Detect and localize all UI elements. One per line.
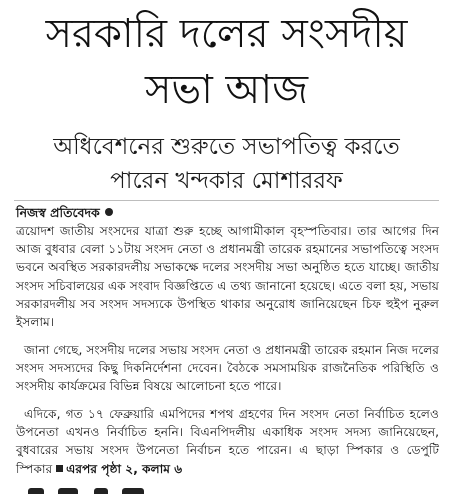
subheadline-line-1: অধিবেশনের শুরুতে সভাপতিত্ব করতে xyxy=(53,134,400,160)
divider xyxy=(14,200,439,201)
article-paragraph-2 xyxy=(16,341,439,396)
next-article-heading-fragment xyxy=(0,488,453,494)
paragraph-text: জানা গেছে, সংসদীয় দলের সভায় সংসদ নেতা ও প্রধানমন্ত্রী তারেক রহমান নিজ দলের সংসদ সদস্যদের কিছু দিকনির্দেশনা দেবেন। বৈঠকে সমসাময়িক রাজনৈতিক পরিস্থিতি ও সংসদীয় কার্যক্রমের বিভিন্ন বিষয়ে আলোচনা হতে পারে। xyxy=(16,343,439,394)
square-bullet-icon xyxy=(56,465,63,472)
byline-text: নিজস্ব প্রতিবেদক xyxy=(16,205,100,220)
subheadline-line-2: পারেন খন্দকার মোশাররফ xyxy=(110,168,343,194)
paragraph-text: এদিকে, গত ১৭ ফেব্রুয়ারি এমপিদের শপথ গ্রহণের দিন সংসদ নেতা নির্বাচিত হলেও উপনেতা এখনও নির্বাচিত হননি। বিএনপিদলীয় একাধিক সংসদ সদস্য জানিয়েছেন, বুধবারের সভায় সংসদ উপনেতা নির্বাচন হতে পারেন। এ ছাড়া স্পিকার ও ডেপুটি স্পিকার xyxy=(16,407,439,476)
article-paragraph-3 xyxy=(16,405,439,478)
headline-line-2: সভা আজ xyxy=(145,67,308,113)
paragraph-text: ত্রয়োদশ জাতীয় সংসদের যাত্রা শুরু হচ্ছে আগামীকাল বৃহস্পতিবার। তার আগের দিন আজ বুধবার বেলা ১১টায় সংসদ নেতা ও প্রধানমন্ত্রী তারেক রহমানের সভাপতিত্বে সংসদ ভবনে অবস্থিত সরকারদলীয় সভাকক্ষে দলের সংসদীয় সভা অনুষ্ঠিত হতে যাচ্ছে। জাতীয় সংসদ সচিবালয়ের এক সংবাদ বিজ্ঞপ্তিতে এ তথ্য জানানো হয়েছে। এতে বলা হয়, সভায় সরকারদলীয় সব সংসদ সদস্যকে উপস্থিত থাকার অনুরোধ জানিয়েছেন চিফ হুইপ নুরুল ইসলাম। xyxy=(16,224,439,330)
headline-line-1: সরকারি দলের সংসদীয় xyxy=(45,11,408,57)
continuation-marker[interactable] xyxy=(56,462,182,476)
byline xyxy=(16,204,113,222)
bullet-icon xyxy=(105,208,113,216)
continuation-text: এরপর পৃষ্ঠা ২, কলাম ৬ xyxy=(66,461,183,476)
article-paragraph-1 xyxy=(16,222,439,331)
